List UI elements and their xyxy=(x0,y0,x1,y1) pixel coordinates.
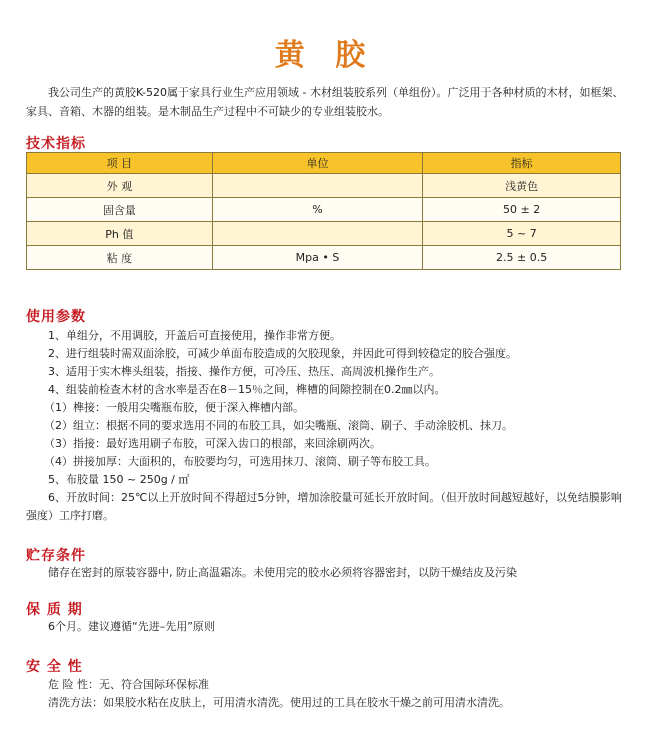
spec-item: 粘 度 xyxy=(27,246,213,270)
storage-heading: 贮存条件 xyxy=(26,548,86,564)
spec-header-row xyxy=(27,153,621,174)
spec-header-value: 指标 xyxy=(423,153,621,174)
usage-line: 4、组装前检查木材的含水率是否在8－15％之间，榫槽的间隙控制在0.2㎜以内。 xyxy=(48,383,446,396)
usage-line: （3）指接：最好选用刷子布胶，可深入齿口的根部，来回涂刷两次。 xyxy=(44,437,381,450)
spec-item: Ph 值 xyxy=(27,222,213,246)
usage-line: （2）组立：根据不同的要求选用不同的布胶工具，如尖嘴瓶、滚筒、刷子、手动涂胶机、抹刀。 xyxy=(44,419,513,432)
spec-unit: % xyxy=(212,198,423,222)
usage-line: 6、开放时间：25℃以上开放时间不得超过5分钟，增加涂胶量可延长开放时间。（但开放时间越短越好，以免结膜影响强度）工序打磨。 xyxy=(26,491,622,522)
safety-cleaning: 清洗方法：如果胶水粘在皮肤上，可用清水清洗。使用过的工具在胶水干燥之前可用清水清洗。 xyxy=(48,696,510,709)
spec-unit: Mpa • S xyxy=(212,246,423,270)
table-row xyxy=(27,174,621,198)
usage-line: （4）拼接加厚：大面积的，布胶要均匀，可选用抹刀、滚筒、刷子等布胶工具。 xyxy=(44,455,436,468)
spec-unit xyxy=(212,222,423,246)
shelf-heading: 保 质 期 xyxy=(26,602,83,618)
usage-line: （1）榫接：一般用尖嘴瓶布胶，便于深入榫槽内部。 xyxy=(44,401,304,414)
usage-heading: 使用参数 xyxy=(26,309,86,325)
spec-item: 外 观 xyxy=(27,174,213,198)
spec-value: 浅黄色 xyxy=(423,174,621,198)
spec-heading: 技术指标 xyxy=(26,136,86,152)
table-row xyxy=(27,246,621,270)
spec-table xyxy=(26,152,621,270)
usage-line: 3、适用于实木榫头组装，指接、操作方便，可冷压、热压、高周波机操作生产。 xyxy=(48,365,440,378)
spec-header-unit: 单位 xyxy=(212,153,423,174)
table-row xyxy=(27,222,621,246)
spec-value: 50 ± 2 xyxy=(423,198,621,222)
page-title: 黄 胶 xyxy=(274,38,376,73)
safety-hazard: 危 险 性：无、符合国际环保标准 xyxy=(48,678,209,691)
intro-paragraph: 我公司生产的黄胶K-520属于家具行业生产应用领域 - 木材组装胶系列（单组份）。广泛用于各种材质的木材，如框架、家具、音箱、木器的组装。是木制品生产过程中不可缺少的专业组装胶水。 xyxy=(26,86,624,118)
safety-heading: 安 全 性 xyxy=(26,659,83,675)
safety-section xyxy=(26,676,650,712)
usage-line: 5、布胶量 150 ~ 250g / ㎡ xyxy=(48,473,190,486)
spec-value: 5 ~ 7 xyxy=(423,222,621,246)
spec-header-item: 项 目 xyxy=(27,153,213,174)
spec-unit xyxy=(212,174,423,198)
shelf-text: 6个月。建议遵循“先进–先用”原则 xyxy=(48,620,215,633)
table-row xyxy=(27,198,621,222)
usage-line: 2、进行组装时需双面涂胶，可减少单面布胶造成的欠胶现象，并因此可得到较稳定的胶合强度。 xyxy=(48,347,517,360)
storage-text: 储存在密封的原装容器中, 防止高温霜冻。未使用完的胶水必须将容器密封，以防干燥结皮及污染 xyxy=(48,566,517,579)
spec-value: 2.5 ± 0.5 xyxy=(423,246,621,270)
spec-item: 固含量 xyxy=(27,198,213,222)
usage-line: 1、单组分，不用调胶，开盖后可直接使用，操作非常方便。 xyxy=(48,329,341,342)
usage-section xyxy=(26,327,631,525)
